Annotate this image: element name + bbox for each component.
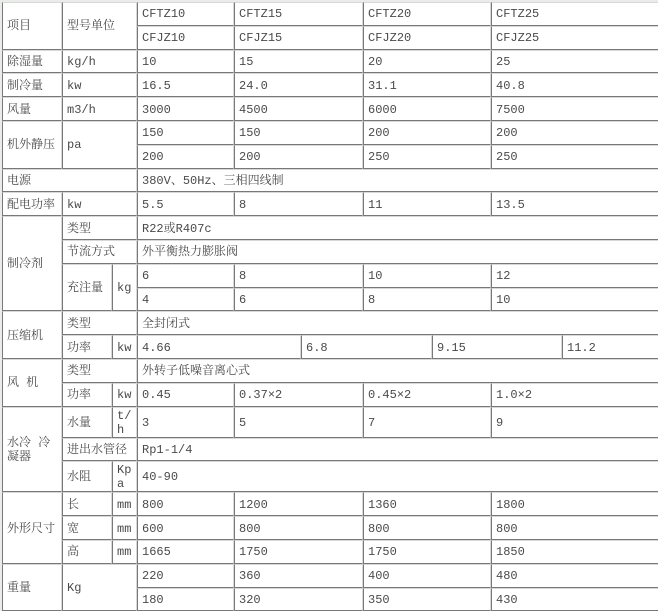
value-cell: 0.45×2 [363,383,491,407]
value-cell: 430 [491,588,658,611]
value-cell: 800 [363,516,491,540]
model-header: CFTZ25 [491,2,658,26]
spec-table-body [2,2,658,611]
table-row [2,540,658,564]
unit-cell: Kg [62,564,137,611]
table-row [2,461,658,492]
value-cell: 6000 [363,97,491,121]
unit-cell: kw [112,383,137,407]
value-cell: 9 [491,407,658,438]
value-cell: 250 [363,145,491,169]
unit-cell: kw [62,192,137,216]
sub-label: 充注量 [62,264,112,312]
value-cell: 200 [363,121,491,145]
value-cell: 外平衡热力膨胀阀 [137,240,658,264]
table-row [2,50,658,74]
unit-cell: kw [62,73,137,97]
row-label: 压缩机 [2,311,62,359]
table-row [2,2,658,26]
table-row [2,516,658,540]
value-cell: 9.15 [432,335,562,359]
value-cell: 150 [234,121,363,145]
value-cell: R22或R407c [137,216,658,240]
value-cell: Rp1-1/4 [137,438,658,462]
model-header: CFJZ10 [137,26,234,50]
table-row [2,564,658,588]
unit-cell: pa [62,121,137,169]
value-cell: 150 [137,121,234,145]
value-cell: 1750 [363,540,491,564]
row-label: 机外静压 [2,121,62,169]
value-cell: 8 [234,192,363,216]
value-cell: 10 [491,288,658,312]
row-label: 风 机 [2,359,62,407]
table-row [2,492,658,516]
value-cell: 360 [234,564,363,588]
value-cell: 200 [234,145,363,169]
value-cell: 0.45 [137,383,234,407]
value-cell: 16.5 [137,73,234,97]
unit-cell: mm [112,540,137,564]
sub-label: 宽 [62,516,112,540]
unit-cell: Kpa [112,461,137,492]
spec-table [2,2,658,611]
value-cell: 13.5 [491,192,658,216]
value-cell: 1.0×2 [491,383,658,407]
table-row [2,335,658,359]
value-cell: 全封闭式 [137,311,658,335]
value-cell: 250 [491,145,658,169]
value-cell: 5 [234,407,363,438]
value-cell: 6 [234,288,363,312]
sub-label: 类型 [62,359,137,383]
row-label: 水冷 冷凝器 [2,407,62,493]
sub-label: 水阻 [62,461,112,492]
model-header: CFTZ20 [363,2,491,26]
sub-label: 类型 [62,311,137,335]
value-cell: 11.2 [562,335,658,359]
value-cell: 0.37×2 [234,383,363,407]
sub-label: 类型 [62,216,137,240]
table-row [2,169,658,193]
value-cell: 15 [234,50,363,74]
unit-cell: mm [112,516,137,540]
model-header: CFJZ20 [363,26,491,50]
value-cell: 5.5 [137,192,234,216]
value-cell: 1850 [491,540,658,564]
value-cell: 1800 [491,492,658,516]
value-cell: 3000 [137,97,234,121]
value-cell: 400 [363,564,491,588]
table-row [2,121,658,145]
value-cell: 40-90 [137,461,658,492]
model-header: CFJZ15 [234,26,363,50]
value-cell: 4.66 [137,335,301,359]
value-cell: 4500 [234,97,363,121]
sub-label: 长 [62,492,112,516]
table-row [2,73,658,97]
unit-cell: kw [112,335,137,359]
value-cell: 20 [363,50,491,74]
value-cell: 320 [234,588,363,611]
value-cell: 800 [137,492,234,516]
value-cell: 350 [363,588,491,611]
value-cell: 200 [137,145,234,169]
unit-cell: kg/h [62,50,137,74]
row-label: 除湿量 [2,50,62,74]
sub-label: 功率 [62,335,112,359]
table-row [2,264,658,288]
value-cell: 1200 [234,492,363,516]
sub-label: 水量 [62,407,112,438]
value-cell: 6 [137,264,234,288]
value-cell: 1665 [137,540,234,564]
value-cell: 7500 [491,97,658,121]
value-cell: 220 [137,564,234,588]
model-header: CFJZ25 [491,26,658,50]
value-cell: 600 [137,516,234,540]
value-cell: 180 [137,588,234,611]
unit-cell: mm [112,492,137,516]
value-cell: 480 [491,564,658,588]
model-header: CFTZ15 [234,2,363,26]
value-cell: 外转子低噪音离心式 [137,359,658,383]
value-cell: 7 [363,407,491,438]
page [0,2,658,607]
table-row [2,216,658,240]
corner-item-header: 项目 [2,2,62,50]
table-row [2,438,658,462]
model-unit-header: 型号单位 [62,2,137,50]
value-cell: 11 [363,192,491,216]
row-label: 重量 [2,564,62,611]
value-cell: 1750 [234,540,363,564]
table-row [2,359,658,383]
unit-cell: t/h [112,407,137,438]
value-cell: 31.1 [363,73,491,97]
model-header: CFTZ10 [137,2,234,26]
value-cell: 800 [491,516,658,540]
table-row [2,192,658,216]
row-label: 外形尺寸 [2,492,62,563]
sub-label: 进出水管径 [62,438,137,462]
row-label: 配电功率 [2,192,62,216]
value-cell: 6.8 [301,335,432,359]
sub-label: 高 [62,540,112,564]
sub-label: 节流方式 [62,240,137,264]
table-row [2,407,658,438]
row-label: 制冷量 [2,73,62,97]
sub-label: 功率 [62,383,112,407]
value-cell: 200 [491,121,658,145]
value-cell: 10 [137,50,234,74]
unit-cell: kg [112,264,137,312]
table-row [2,311,658,335]
table-row [2,97,658,121]
value-cell: 12 [491,264,658,288]
table-row [2,383,658,407]
value-cell: 800 [234,516,363,540]
value-cell: 24.0 [234,73,363,97]
value-cell: 40.8 [491,73,658,97]
value-cell: 1360 [363,492,491,516]
row-label: 风量 [2,97,62,121]
value-cell: 4 [137,288,234,312]
row-label: 制冷剂 [2,216,62,311]
unit-cell: m3/h [62,97,137,121]
value-cell: 10 [363,264,491,288]
table-row [2,240,658,264]
value-cell: 380V、50Hz、三相四线制 [137,169,658,193]
value-cell: 3 [137,407,234,438]
value-cell: 25 [491,50,658,74]
row-label: 电源 [2,169,137,193]
value-cell: 8 [234,264,363,288]
value-cell: 8 [363,288,491,312]
